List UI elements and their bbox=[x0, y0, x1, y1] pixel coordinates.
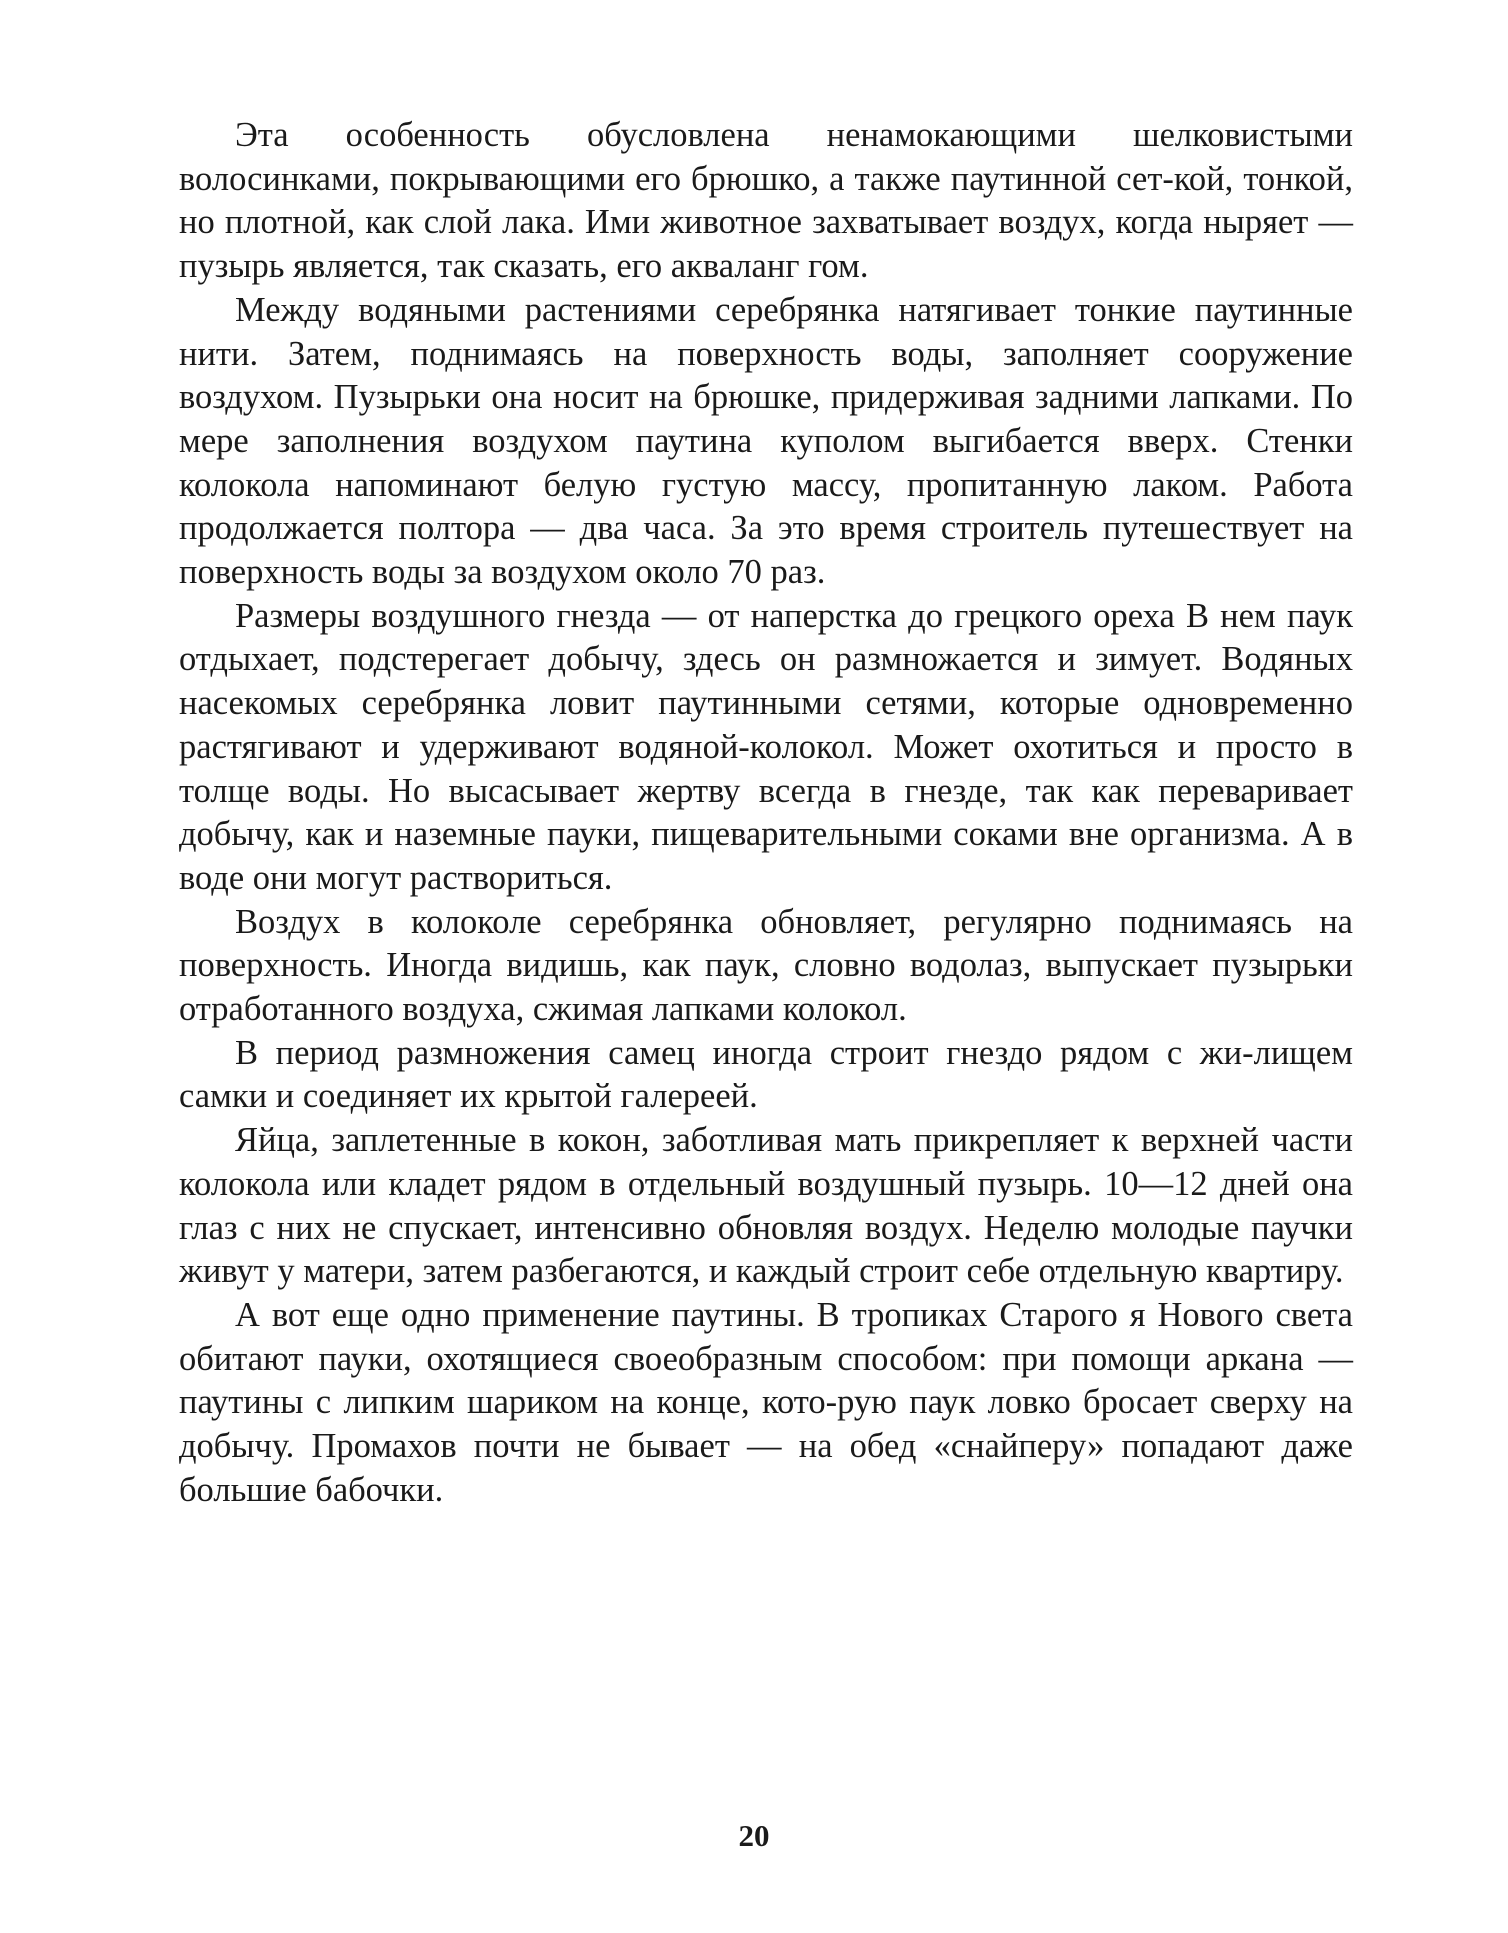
paragraph-1: Эта особенность обусловлена ненамокающими шелковистыми волосинками, покрывающими его брюшко, а также паутинной сет-кой, тонкой, но плотной, как слой лака. Ими животное захватывает воздух, когда ныряет — пузырь является, так сказать, его акваланг гом. bbox=[179, 116, 1353, 286]
page-number: 20 bbox=[738, 1818, 770, 1853]
paragraph-7: А вот еще одно применение паутины. В тропиках Старого я Нового света обитают пауки, охотящиеся своеобразным способом: при помощи аркана — паутины с липким шариком на конце, кото-рую паук ловко бросает сверху на добычу. Промахов почти не бывает — на обед «снайперу» попадают даже большие бабочки. bbox=[179, 1295, 1353, 1509]
page-body bbox=[179, 114, 1353, 1513]
paragraph-2: Между водяными растениями серебрянка натягивает тонкие паутинные нити. Затем, поднимаясь на поверхность воды, заполняет сооружение воздухом. Пузырьки она носит на брюшке, придерживая задними лапками. По мере заполнения воздухом паутина куполом выгибается вверх. Стенки колокола напоминают белую густую массу, пропитанную лаком. Работа продолжается полтора — два часа. За это время строитель путешествует на поверхность воды за воздухом около 70 раз. bbox=[179, 290, 1353, 592]
paragraph-5: В период размножения самец иногда строит гнездо рядом с жи-лищем самки и соединяет их крытой галереей. bbox=[179, 1033, 1353, 1116]
paragraph-3: Размеры воздушного гнезда — от наперстка до грецкого ореха В нем паук отдыхает, подстерегает добычу, здесь он размножается и зимует. Водяных насекомых серебрянка ловит паутинными сетями, которые одновременно растягивают и удерживают водяной-колокол. Может охотиться и просто в толще воды. Но высасывает жертву всегда в гнезде, так как переваривает добычу, как и наземные пауки, пищеварительными соками вне организма. А в воде они могут раствориться. bbox=[179, 596, 1353, 897]
paragraph-4: Воздух в колоколе серебрянка обновляет, регулярно поднимаясь на поверхность. Иногда видишь, как паук, словно водолаз, выпускает пузырьки отработанного воздуха, сжимая лапками колокол. bbox=[179, 902, 1353, 1029]
paragraph-6: Яйца, заплетенные в кокон, заботливая мать прикрепляет к верхней части колокола или кладет рядом в отдельный воздушный пузырь. 10—12 дней она глаз с них не спускает, интенсивно обновляя воздух. Неделю молодые паучки живут у матери, затем разбегаются, и каждый строит себе отдельную квартиру. bbox=[179, 1121, 1353, 1291]
